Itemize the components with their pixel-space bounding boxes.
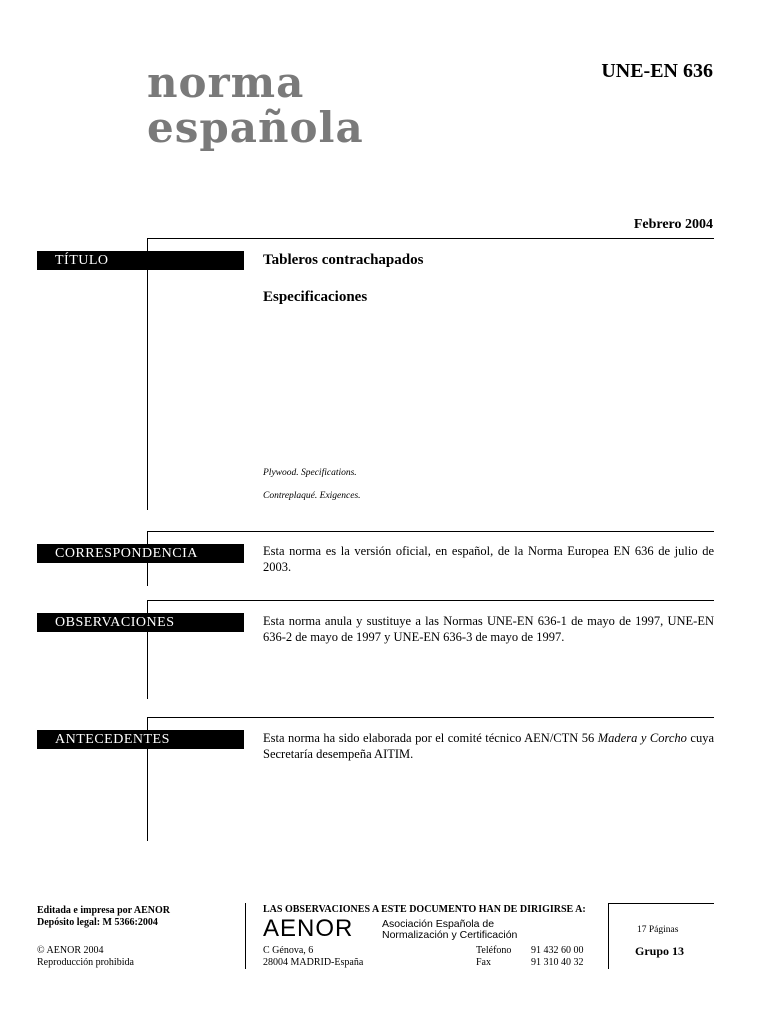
brand-line-1: norma [147,58,305,107]
antecedentes-text-start: Esta norma ha sido elaborada por el comité técnico AEN/CTN 56 [263,731,598,745]
observaciones-top-rule [147,600,714,601]
observations-heading: LAS OBSERVACIONES A ESTE DOCUMENTO HAN DE DIRIGIRSE A: [263,904,586,915]
correspondencia-label: CORRESPONDENCIA [37,544,244,563]
correspondencia-top-rule [147,531,714,532]
reproduction-notice: Reproducción prohibida [37,957,134,968]
aenor-logo: AENOR [263,915,354,942]
title-main: Tableros contrachapados [263,252,424,268]
aenor-full-name [382,919,517,941]
title-french: Contreplaqué. Exigences. [263,491,361,501]
contact-labels [476,945,511,969]
antecedentes-label: ANTECEDENTES [37,730,244,749]
observaciones-text: Esta norma anula y sustituye a las Normas UNE-EN 636-1 de mayo de 1997, UNE-EN 636-2 de mayo de 1997 y UNE-EN 636-3 de mayo de 1997. [263,614,714,644]
committee-name: Madera y Corcho [597,731,687,745]
phone-label: Teléfono [476,945,512,956]
observaciones-label: OBSERVACIONES [37,613,244,632]
copyright: © AENOR 2004 [37,945,104,956]
standard-code: UNE-EN 636 [601,60,713,82]
titulo-left-rule [147,238,148,510]
footer-publisher [37,905,170,929]
antecedentes-text [263,730,714,762]
antecedentes-top-rule [147,717,714,718]
antecedentes-text-end: cuya Secretaría desempeña AITIM. [263,731,714,761]
brand-title [147,60,364,150]
fax-number: 91 310 40 32 [531,957,584,968]
phone-number: 91 432 60 00 [531,945,584,956]
title-english: Plywood. Specifications. [263,468,357,478]
legal-deposit: Depósito legal: M 5366:2004 [37,917,158,928]
edited-by: Editada e impresa por AENOR [37,905,170,916]
title-sub: Especificaciones [263,289,368,305]
footer-rights [37,945,134,969]
titulo-label: TÍTULO [37,251,244,270]
aenor-address [263,945,363,969]
brand-line-2: española [147,103,364,152]
price-group: Grupo 13 [635,944,685,958]
page-count: 17 Páginas [637,925,679,935]
footer-divider-left [245,903,246,969]
contact-values [531,945,584,969]
aenor-name-line-1: Asociación Española de [382,918,495,930]
footer-box-top-rule [608,903,714,904]
footer-divider-right [608,903,609,969]
correspondencia-text: Esta norma es la versión oficial, en español, de la Norma Europea EN 636 de julio de 2003. [263,544,714,574]
fax-label: Fax [476,957,491,968]
address-street: C Génova, 6 [263,945,314,956]
titulo-top-rule [147,238,714,239]
address-city: 28004 MADRID-España [263,957,364,968]
aenor-name-line-2: Normalización y Certificación [382,929,518,941]
publication-date: Febrero 2004 [633,217,713,232]
